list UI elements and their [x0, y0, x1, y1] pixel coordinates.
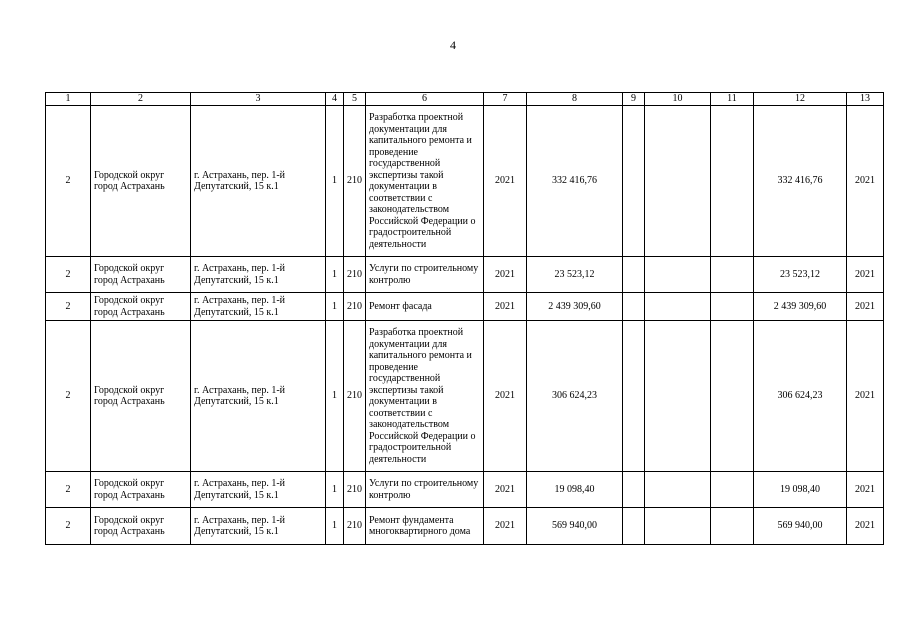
- cell-col-5: 210: [344, 106, 366, 257]
- header-cell: 12: [754, 93, 847, 106]
- cell-col-4: 1: [326, 472, 344, 508]
- cell-address: г. Астрахань, пер. 1-й Депутатский, 15 к.1: [191, 321, 326, 472]
- cell-col-4: 1: [326, 106, 344, 257]
- cell-address: г. Астрахань, пер. 1-й Депутатский, 15 к.1: [191, 106, 326, 257]
- cell-total: 306 624,23: [754, 321, 847, 472]
- cell-col-11: [711, 508, 754, 545]
- cell-col-5: 210: [344, 321, 366, 472]
- cell-cost: 23 523,12: [527, 257, 623, 293]
- data-table: [45, 92, 884, 545]
- header-cell: 3: [191, 93, 326, 106]
- cell-total: 332 416,76: [754, 106, 847, 257]
- cell-work-type: Ремонт фундамента многоквартирного дома: [366, 508, 484, 545]
- cell-year: 2021: [484, 293, 527, 321]
- cell-col-9: [623, 472, 645, 508]
- cell-col-9: [623, 106, 645, 257]
- cell-col-5: 210: [344, 293, 366, 321]
- cell-cost: 19 098,40: [527, 472, 623, 508]
- cell-address: г. Астрахань, пер. 1-й Депутатский, 15 к.1: [191, 293, 326, 321]
- cell-col-4: 1: [326, 508, 344, 545]
- cell-municipality: Городской округ город Астрахань: [91, 472, 191, 508]
- cell-address: г. Астрахань, пер. 1-й Депутатский, 15 к.1: [191, 508, 326, 545]
- header-cell: 9: [623, 93, 645, 106]
- cell-col-9: [623, 293, 645, 321]
- cell-col-10: [645, 321, 711, 472]
- cell-year: 2021: [484, 508, 527, 545]
- cell-col-9: [623, 508, 645, 545]
- cell-col-11: [711, 257, 754, 293]
- cell-col-1: 2: [46, 321, 91, 472]
- table-row: [46, 293, 884, 321]
- cell-col-4: 1: [326, 321, 344, 472]
- table-row: [46, 106, 884, 257]
- cell-col-9: [623, 321, 645, 472]
- cell-col-1: 2: [46, 106, 91, 257]
- cell-col-5: 210: [344, 257, 366, 293]
- header-cell: 1: [46, 93, 91, 106]
- cell-year: 2021: [484, 257, 527, 293]
- header-cell: 8: [527, 93, 623, 106]
- cell-year: 2021: [484, 106, 527, 257]
- cell-col-11: [711, 472, 754, 508]
- cell-municipality: Городской округ город Астрахань: [91, 508, 191, 545]
- cell-year: 2021: [484, 321, 527, 472]
- cell-municipality: Городской округ город Астрахань: [91, 106, 191, 257]
- cell-cost: 569 940,00: [527, 508, 623, 545]
- cell-col-1: 2: [46, 508, 91, 545]
- cell-col-1: 2: [46, 293, 91, 321]
- cell-address: г. Астрахань, пер. 1-й Депутатский, 15 к.1: [191, 257, 326, 293]
- cell-col-10: [645, 508, 711, 545]
- cell-year-end: 2021: [847, 508, 884, 545]
- cell-col-5: 210: [344, 508, 366, 545]
- cell-col-4: 1: [326, 293, 344, 321]
- header-cell: 10: [645, 93, 711, 106]
- cell-total: 569 940,00: [754, 508, 847, 545]
- cell-col-10: [645, 257, 711, 293]
- table-header-row: [46, 93, 884, 106]
- cell-cost: 2 439 309,60: [527, 293, 623, 321]
- cell-year: 2021: [484, 472, 527, 508]
- cell-col-11: [711, 106, 754, 257]
- table-row: [46, 257, 884, 293]
- table-row: [46, 321, 884, 472]
- cell-col-1: 2: [46, 257, 91, 293]
- page-number: 4: [450, 38, 456, 52]
- cell-total: 2 439 309,60: [754, 293, 847, 321]
- header-cell: 7: [484, 93, 527, 106]
- cell-col-10: [645, 106, 711, 257]
- cell-col-5: 210: [344, 472, 366, 508]
- cell-year-end: 2021: [847, 321, 884, 472]
- header-cell: 4: [326, 93, 344, 106]
- cell-col-10: [645, 293, 711, 321]
- cell-work-type: Услуги по строительному контролю: [366, 257, 484, 293]
- cell-cost: 332 416,76: [527, 106, 623, 257]
- cell-municipality: Городской округ город Астрахань: [91, 257, 191, 293]
- cell-col-11: [711, 293, 754, 321]
- cell-col-11: [711, 321, 754, 472]
- cell-col-4: 1: [326, 257, 344, 293]
- table-row: [46, 472, 884, 508]
- cell-col-10: [645, 472, 711, 508]
- cell-work-type: Ремонт фасада: [366, 293, 484, 321]
- cell-work-type: Разработка проектной документации для капитального ремонта и проведение государственной экспертизы такой документации в соответствии с законодательством Российской Федерации о градостроительной деятельности: [366, 321, 484, 472]
- header-cell: 6: [366, 93, 484, 106]
- cell-municipality: Городской округ город Астрахань: [91, 293, 191, 321]
- header-cell: 2: [91, 93, 191, 106]
- cell-total: 19 098,40: [754, 472, 847, 508]
- cell-year-end: 2021: [847, 472, 884, 508]
- cell-year-end: 2021: [847, 106, 884, 257]
- cell-year-end: 2021: [847, 257, 884, 293]
- header-cell: 5: [344, 93, 366, 106]
- cell-col-1: 2: [46, 472, 91, 508]
- header-cell: 11: [711, 93, 754, 106]
- cell-address: г. Астрахань, пер. 1-й Депутатский, 15 к.1: [191, 472, 326, 508]
- cell-municipality: Городской округ город Астрахань: [91, 321, 191, 472]
- cell-cost: 306 624,23: [527, 321, 623, 472]
- table-row: [46, 508, 884, 545]
- header-cell: 13: [847, 93, 884, 106]
- cell-year-end: 2021: [847, 293, 884, 321]
- cell-total: 23 523,12: [754, 257, 847, 293]
- cell-work-type: Разработка проектной документации для капитального ремонта и проведение государственной экспертизы такой документации в соответствии с законодательством Российской Федерации о градостроительной деятельности: [366, 106, 484, 257]
- cell-col-9: [623, 257, 645, 293]
- cell-work-type: Услуги по строительному контролю: [366, 472, 484, 508]
